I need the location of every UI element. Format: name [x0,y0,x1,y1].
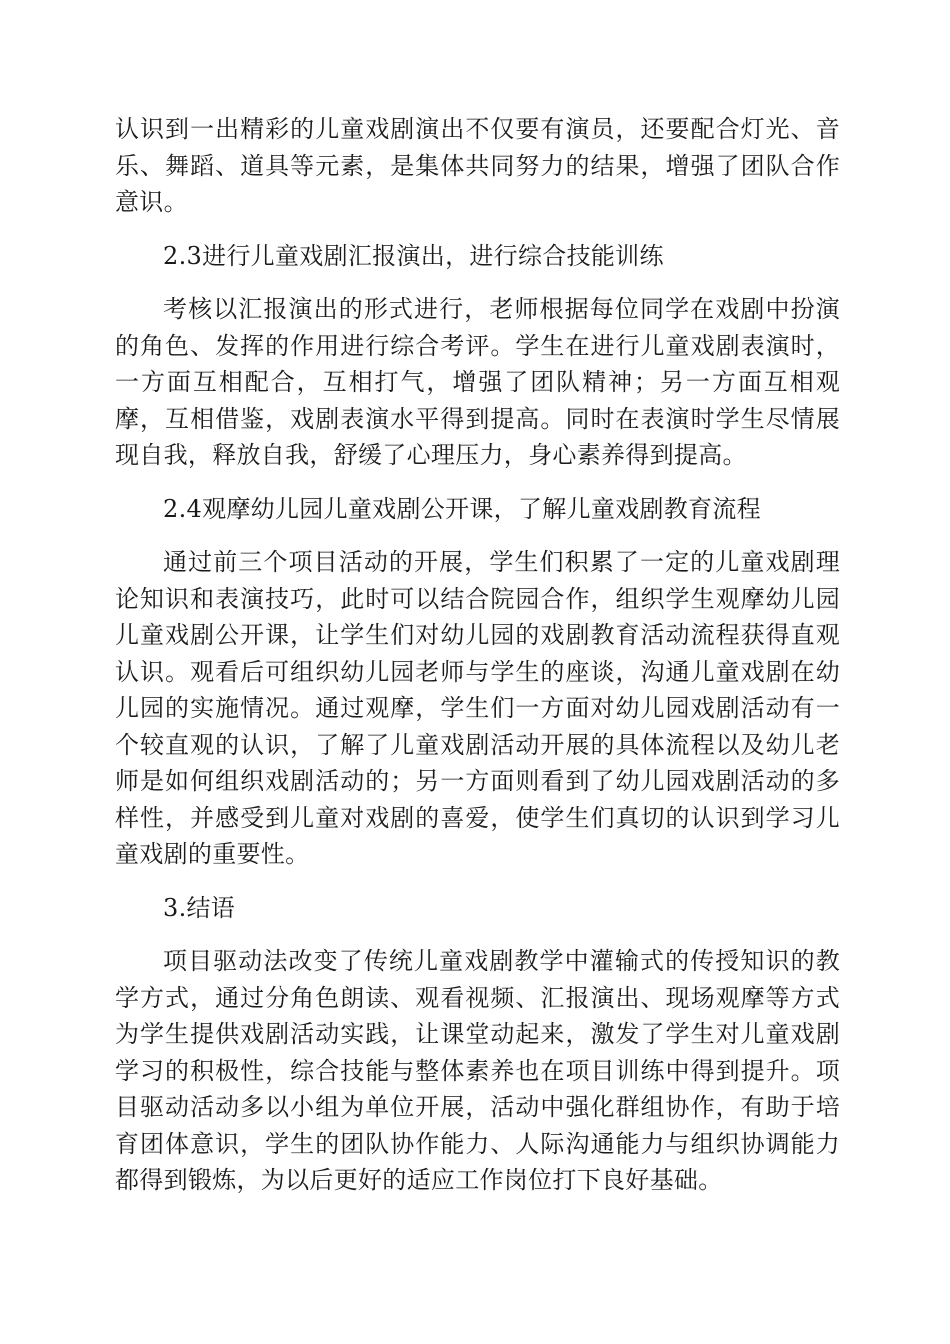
paragraph-assessment: 考核以汇报演出的形式进行，老师根据每位同学在戏剧中扮演的角色、发挥的作用进行综合考评。学生在进行儿童戏剧表演时，一方面互相配合，互相打气，增强了团队精神；另一方面互相观摩，互相借鉴，戏剧表演水平得到提高。同时在表演时学生尽情展现自我，释放自我，舒缓了心理压力，身心素养得到提高。 [115,295,840,469]
section-heading-2-3: 2.3进行儿童戏剧汇报演出，进行综合技能训练 [163,241,664,270]
paragraph-observation: 通过前三个项目活动的开展，学生们积累了一定的儿童戏剧理论知识和表演技巧，此时可以结合院园合作，组织学生观摩幼儿园儿童戏剧公开课，让学生们对幼儿园的戏剧教育活动流程获得直观认识。观看后可组织幼儿园老师与学生的座谈，沟通儿童戏剧在幼儿园的实施情况。通过观摩，学生们一方面对幼儿园戏剧活动有一个较直观的认识，了解了儿童戏剧活动开展的具体流程以及幼儿老师是如何组织戏剧活动的；另一方面则看到了幼儿园戏剧活动的多样性，并感受到儿童对戏剧的喜爱，使学生们真切的认识到学习儿童戏剧的重要性。 [115,548,840,868]
paragraph-conclusion: 项目驱动法改变了传统儿童戏剧教学中灌输式的传授知识的教学方式，通过分角色朗读、观看视频、汇报演出、现场观摩等方式为学生提供戏剧活动实践，让课堂动起来，激发了学生对儿童戏剧学习的积极性，综合技能与整体素养也在项目训练中得到提升。项目驱动活动多以小组为单位开展，活动中强化群组协作，有助于培育团体意识，学生的团队协作能力、人际沟通能力与组织协调能力都得到锻炼，为以后更好的适应工作岗位打下良好基础。 [115,947,840,1194]
section-heading-conclusion: 3.结语 [163,893,236,922]
document-page [115,111,840,1199]
paragraph-continuation: 认识到一出精彩的儿童戏剧演出不仅要有演员，还要配合灯光、音乐、舞蹈、道具等元素，是集体共同努力的结果，增强了团队合作意识。 [115,115,840,216]
section-heading-2-4: 2.4观摩幼儿园儿童戏剧公开课，了解儿童戏剧教育流程 [163,494,761,523]
